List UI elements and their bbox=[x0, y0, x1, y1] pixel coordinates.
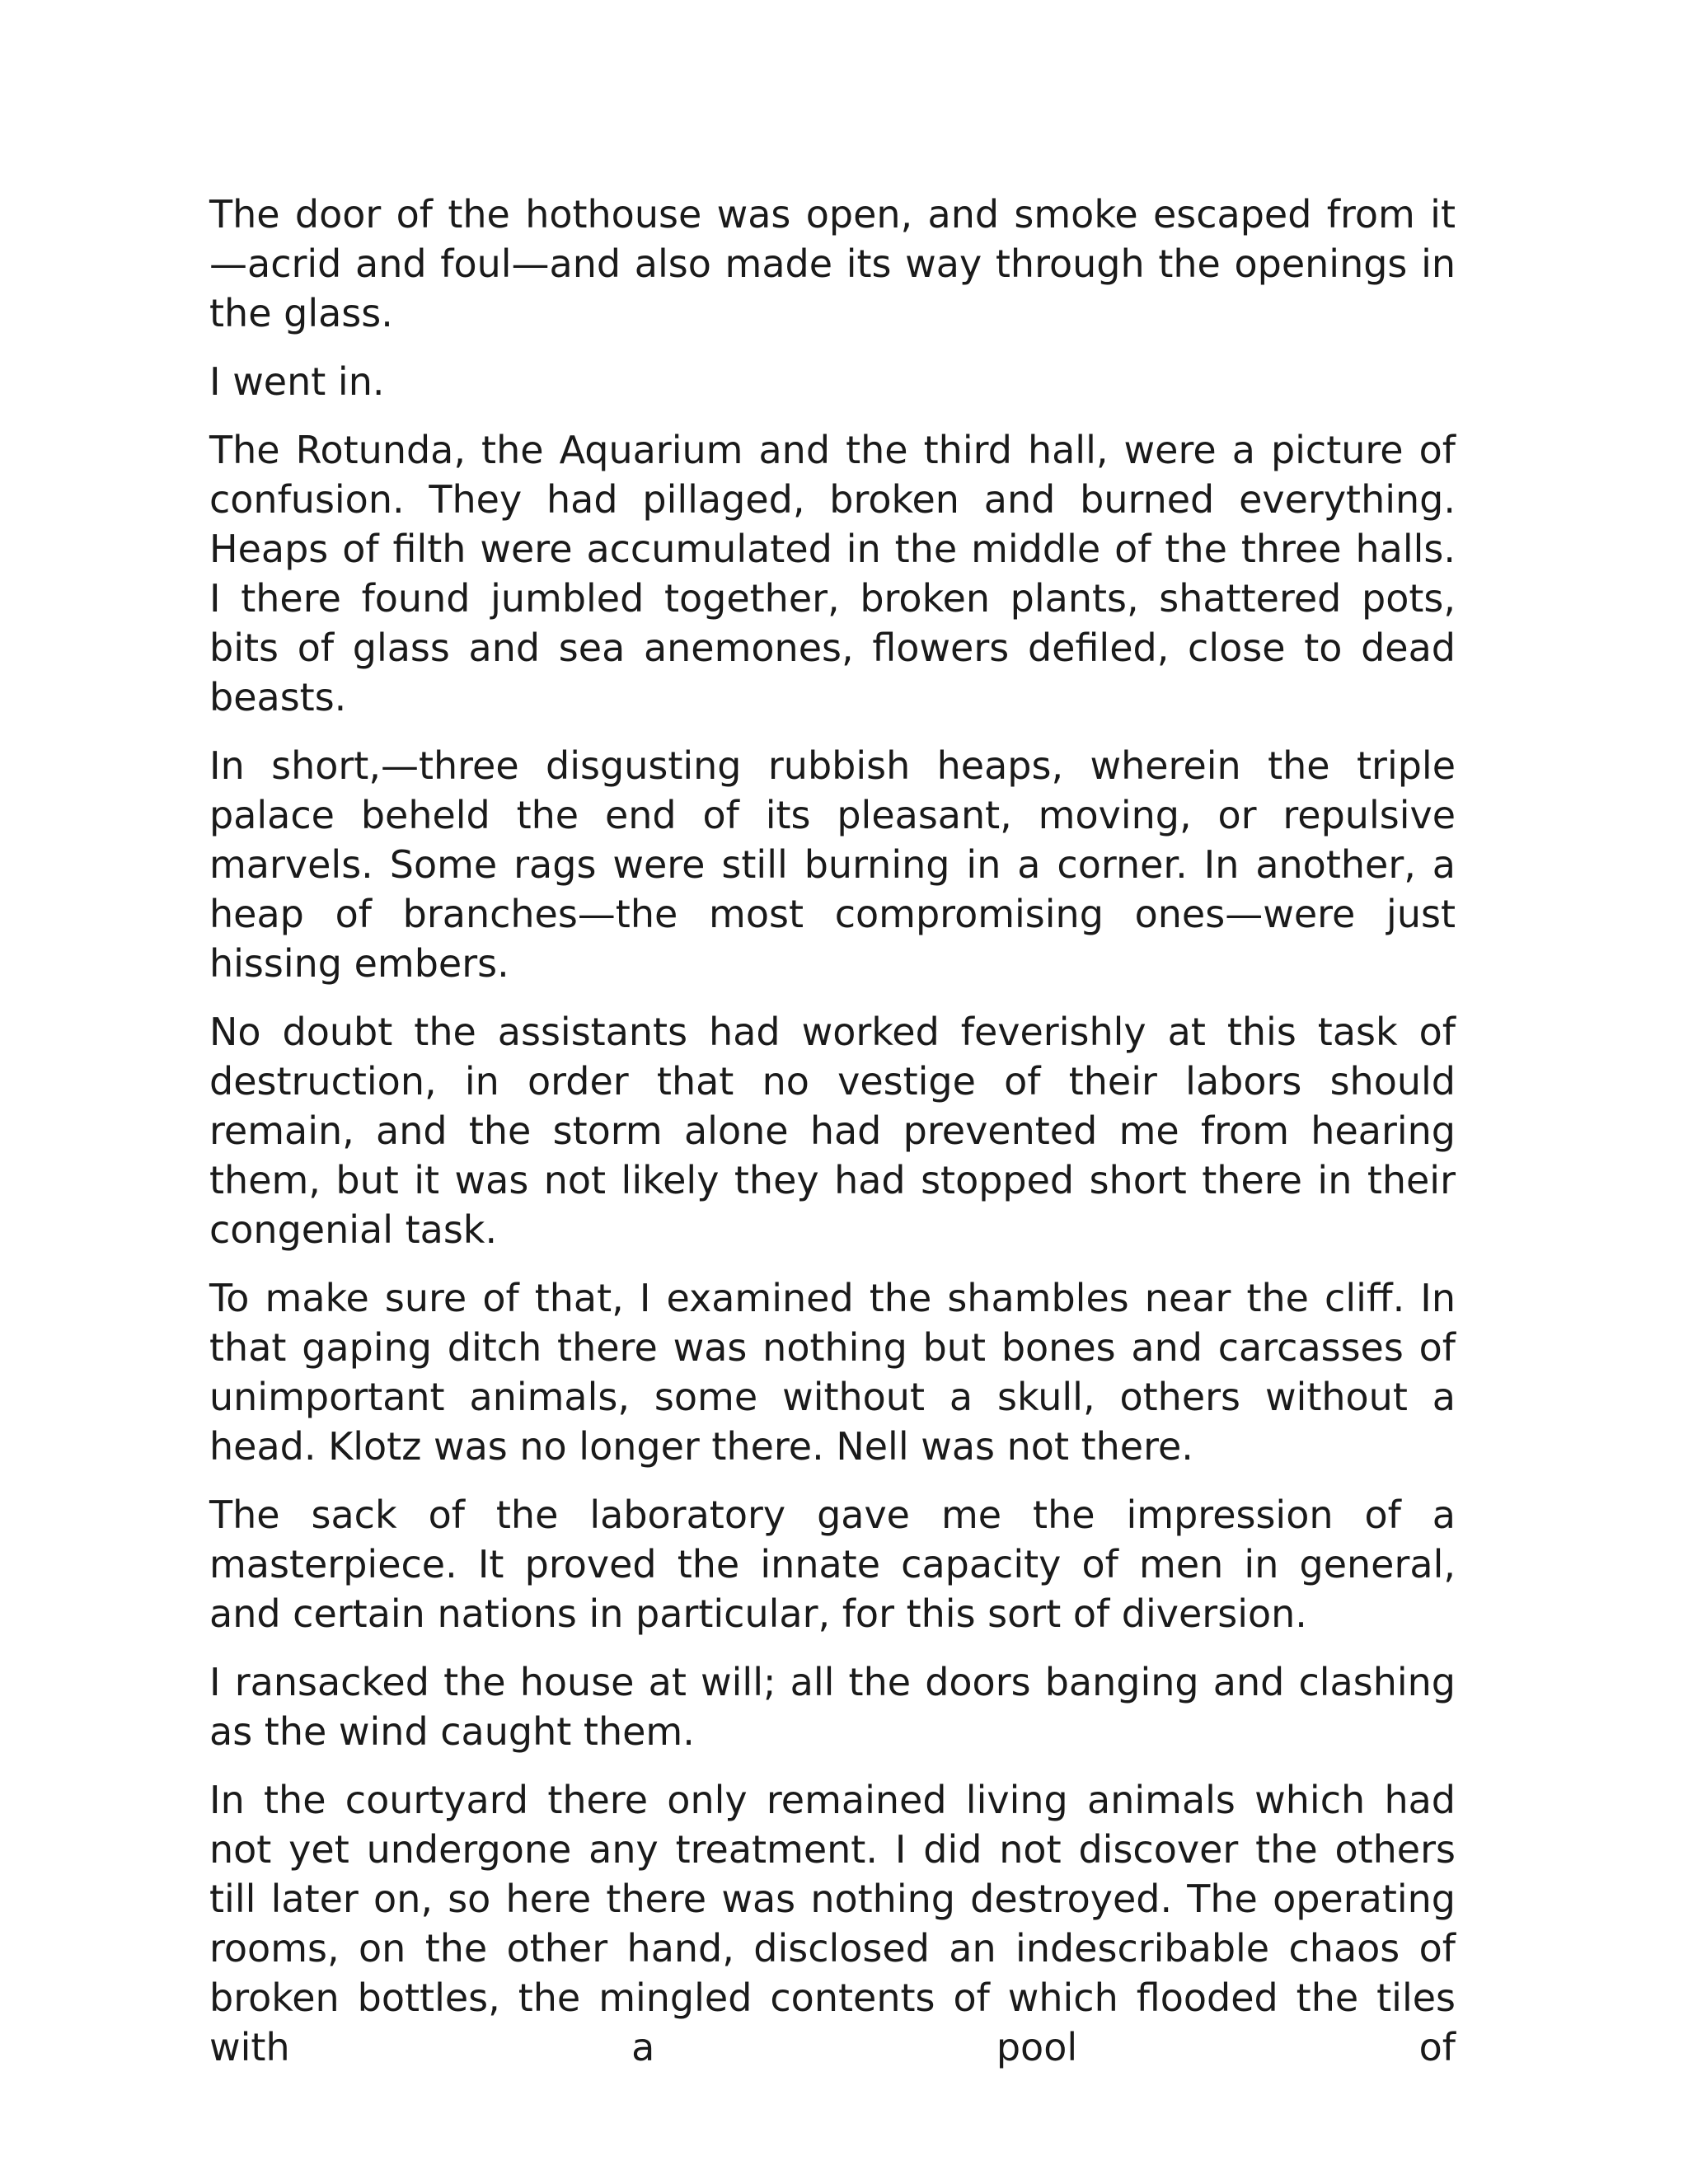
paragraph-1: The door of the hothouse was open, and smoke escaped from it—acrid and foul—and also made its way through the openings in the glass. bbox=[209, 192, 1456, 335]
paragraph-9: In the courtyard there only remained living animals which had not yet undergone any treatment. I did not discover the others till later on, so here there was nothing destroyed. The operating rooms, on the other hand, disclosed an indescribable chaos of broken bottles, the mingled contents of which flooded the tiles with a pool of bbox=[209, 1778, 1456, 2069]
paragraph-5: No doubt the assistants had worked feverishly at this task of destruction, in order that no vestige of their labors should remain, and the storm alone had prevented me from hearing them, but it was not likely they had stopped short there in their congenial task. bbox=[209, 1010, 1456, 1252]
paragraph-6: To make sure of that, I examined the shambles near the cliff. In that gaping ditch there was nothing but bones and carcasses of unimportant animals, some without a skull, others without a head. Klotz was no longer there. Nell was not there. bbox=[209, 1276, 1456, 1469]
paragraph-7: The sack of the laboratory gave me the impression of a masterpiece. It proved the innate capacity of men in general, and certain nations in particular, for this sort of diversion. bbox=[209, 1493, 1456, 1636]
paragraph-8: I ransacked the house at will; all the doors banging and clashing as the wind caught them. bbox=[209, 1660, 1456, 1754]
paragraph-2: I went in. bbox=[209, 359, 385, 404]
paragraph-4: In short,—three disgusting rubbish heaps, wherein the triple palace beheld the end of its pleasant, moving, or repulsive marvels. Some rags were still burning in a corner. In another, a heap of branches—the most compromising ones—were just hissing embers. bbox=[209, 743, 1456, 986]
paragraph-3: The Rotunda, the Aquarium and the third hall, were a picture of confusion. They had pillaged, broken and burned everything. Heaps of filth were accumulated in the middle of the three halls. I there found jumbled together, broken plants, shattered pots, bits of glass and sea anemones, flowers defiled, close to dead beasts. bbox=[209, 428, 1456, 719]
body-text bbox=[209, 190, 1456, 2072]
